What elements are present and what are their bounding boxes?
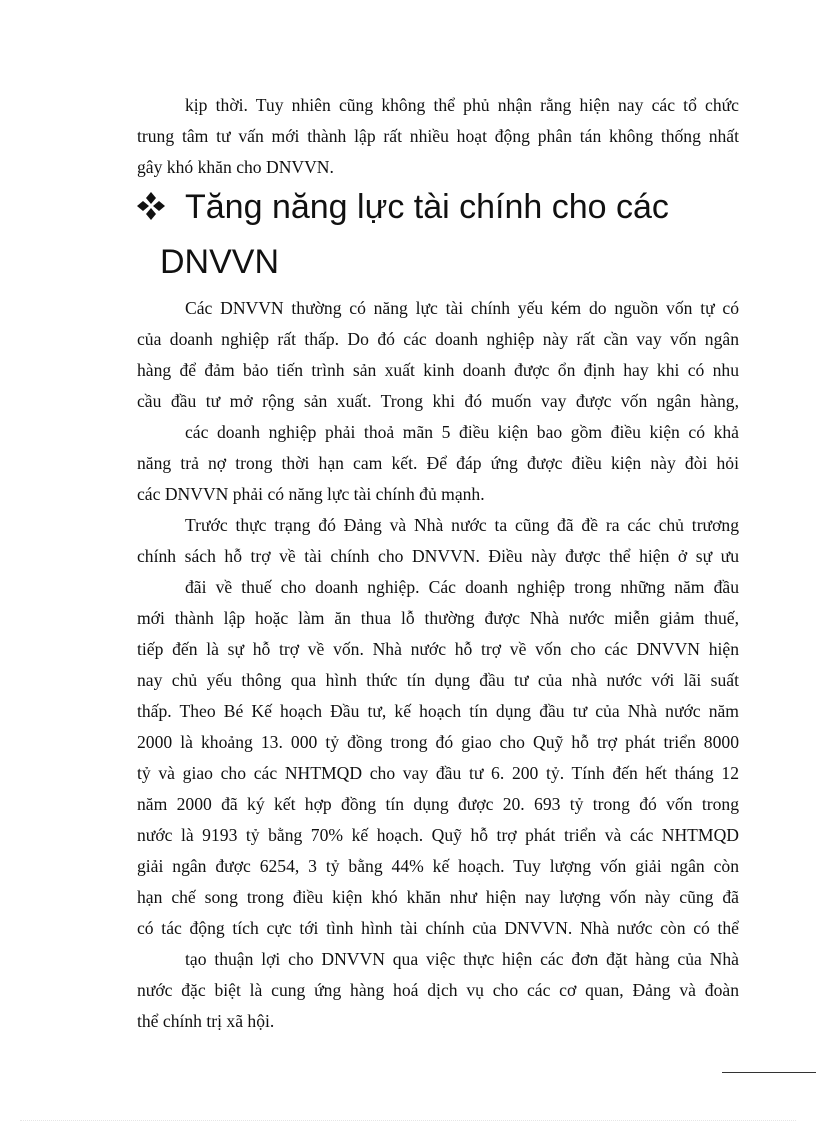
paragraph-line: năng trả nợ trong thời hạn cam kết. Để đáp ứng được điều kiện này đòi hỏi: [137, 453, 739, 473]
paragraph-line: hàng để đảm bảo tiến trình sản xuất kinh doanh được ổn định hay khi có nhu: [137, 360, 739, 380]
footnote-separator: [722, 1072, 816, 1073]
paragraph-line: chính sách hỗ trợ về tài chính cho DNVVN. Điều này được thể hiện ở sự ưu: [137, 546, 739, 566]
paragraph-line: gây khó khăn cho DNVVN.: [137, 157, 334, 177]
paragraph-line: các DNVVN phải có năng lực tài chính đủ mạnh.: [137, 484, 485, 504]
paragraph-line: nước đặc biệt là cung ứng hàng hoá dịch vụ cho các cơ quan, Đảng và đoàn: [137, 980, 739, 1000]
paragraph-line: đãi về thuế cho doanh nghiệp. Các doanh nghiệp trong những năm đầu: [185, 577, 739, 597]
paragraph-line: Trước thực trạng đó Đảng và Nhà nước ta cũng đã đề ra các chủ trương: [185, 515, 739, 535]
paragraph-line: giải ngân được 6254, 3 tỷ bằng 44% kế hoạch. Tuy lượng vốn giải ngân còn: [137, 856, 739, 876]
paragraph-line: trung tâm tư vấn mới thành lập rất nhiều hoạt động phân tán không thống nhất: [137, 126, 739, 146]
paragraph-line: 2000 là khoảng 13. 000 tỷ đồng trong đó giao cho Quỹ hỗ trợ phát triển 8000: [137, 732, 739, 752]
paragraph-line: của doanh nghiệp rất thấp. Do đó các doanh nghiệp này rất cần vay vốn ngân: [137, 329, 739, 349]
paragraph-line: nước là 9193 tỷ bằng 70% kế hoạch. Quỹ hỗ trợ phát triển và các NHTMQD: [137, 825, 739, 845]
paragraph-line: tiếp đến là sự hỗ trợ về vốn. Nhà nước hỗ trợ về vốn cho các DNVVN hiện: [137, 639, 739, 659]
paragraph-line: nay chủ yếu thông qua hình thức tín dụng đầu tư của nhà nước với lãi suất: [137, 670, 739, 690]
paragraph-line: Các DNVVN thường có năng lực tài chính yếu kém do nguồn vốn tự có: [185, 298, 739, 318]
section-heading-line-1: Tăng năng lực tài chính cho các: [185, 188, 669, 226]
paragraph-line: các doanh nghiệp phải thoả mãn 5 điều kiện bao gồm điều kiện có khả: [185, 422, 739, 442]
paragraph-line: thể chính trị xã hội.: [137, 1011, 275, 1031]
paragraph-line: năm 2000 đã ký kết hợp đồng tín dụng được 20. 693 tỷ trong đó vốn trong: [137, 794, 739, 814]
paragraph-line: hạn chế song trong điều kiện khó khăn như hiện nay lượng vốn này cũng đã: [137, 887, 739, 907]
paragraph-line: kịp thời. Tuy nhiên cũng không thể phủ nhận rằng hiện nay các tổ chức: [185, 95, 739, 115]
paragraph-line: tạo thuận lợi cho DNVVN qua việc thực hiện các đơn đặt hàng của Nhà: [185, 949, 739, 969]
paragraph-line: mới thành lập hoặc làm ăn thua lỗ thường được Nhà nước miễn giảm thuế,: [137, 608, 739, 628]
page-bottom-border: [20, 1120, 796, 1121]
four-diamond-bullet-icon: [135, 190, 167, 222]
paragraph-line: tỷ và giao cho các NHTMQD cho vay đầu tư 6. 200 tỷ. Tính đến hết tháng 12: [137, 763, 739, 783]
section-heading-line-2: DNVVN: [160, 243, 280, 281]
paragraph-line: cầu đầu tư mở rộng sản xuất. Trong khi đó muốn vay được vốn ngân hàng,: [137, 391, 739, 411]
paragraph-line: thấp. Theo Bé Kế hoạch Đầu tư, kế hoạch tín dụng đầu tư của Nhà nước năm: [137, 701, 739, 721]
paragraph-line: có tác động tích cực tới tình hình tài chính của DNVVN. Nhà nước còn có thể: [137, 918, 739, 938]
